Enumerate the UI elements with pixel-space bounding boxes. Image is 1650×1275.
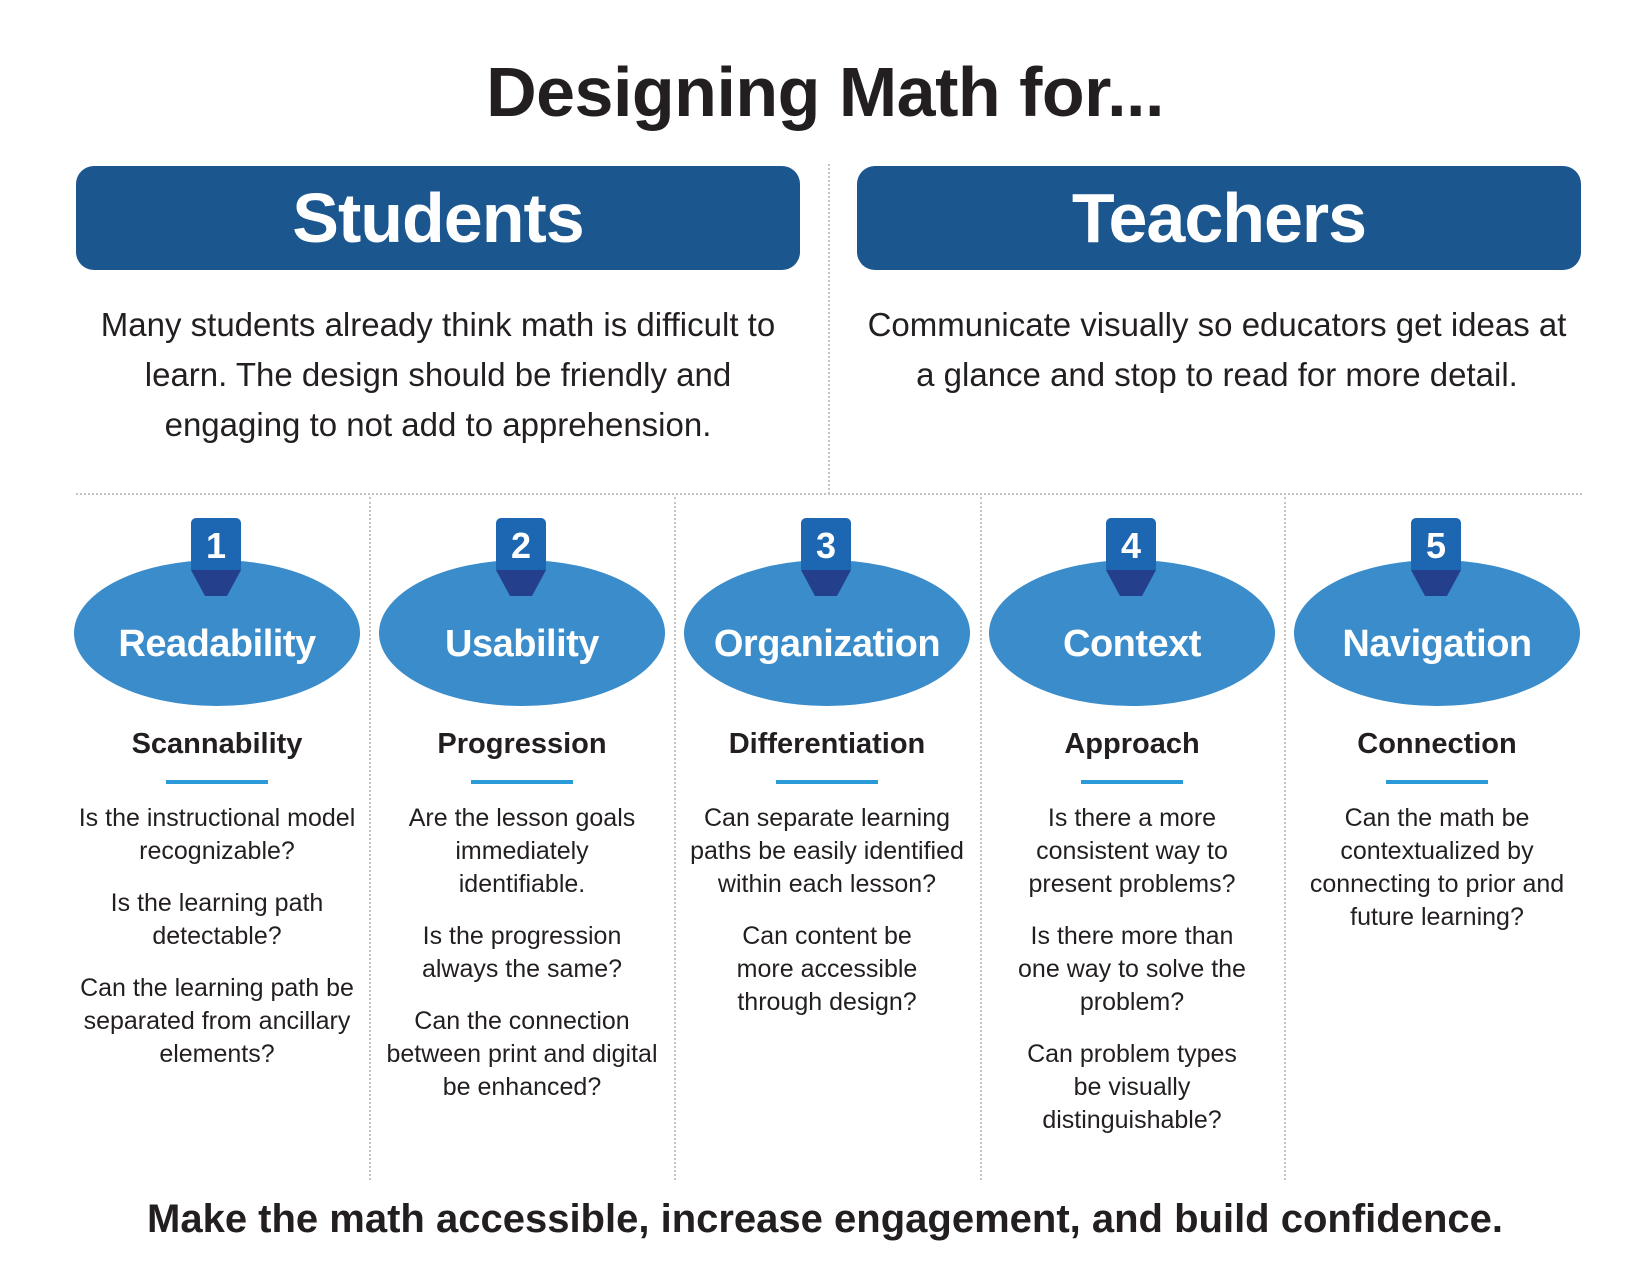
principle-subheading: Connection <box>1357 728 1517 760</box>
subheading-underline <box>1081 780 1183 784</box>
question: Are the lesson goals immediately identifiable. <box>408 804 636 898</box>
question-list <box>1292 802 1582 953</box>
principle-ellipse: Organization <box>684 560 970 706</box>
number-badge-icon: 2 <box>496 518 546 570</box>
question: Can the math be contextualized by connecting to prior and future learning? <box>1309 804 1565 931</box>
teachers-banner: Teachers <box>857 166 1581 270</box>
column-divider <box>369 497 371 1180</box>
column-divider <box>980 497 982 1180</box>
question-list <box>72 802 362 1090</box>
question: Is the learning path detectable? <box>110 889 324 950</box>
number-badge-icon: 1 <box>191 518 241 570</box>
students-banner: Students <box>76 166 800 270</box>
question-list <box>987 802 1277 1156</box>
principle-ellipse: Navigation <box>1294 560 1580 706</box>
principle-ellipse: Context <box>989 560 1275 706</box>
audience-divider <box>828 164 830 494</box>
subheading-underline <box>776 780 878 784</box>
principle-ellipse: Usability <box>379 560 665 706</box>
question: Can content be more accessible through design? <box>736 922 918 1016</box>
question: Can the connection between print and digital be enhanced? <box>386 1007 658 1101</box>
number-badge-icon: 5 <box>1411 518 1461 570</box>
column-divider <box>1284 497 1286 1180</box>
principle-ellipse: Readability <box>74 560 360 706</box>
number-badge-icon: 3 <box>801 518 851 570</box>
question-list <box>682 802 972 1038</box>
column-divider <box>674 497 676 1180</box>
principle-subheading: Differentiation <box>728 728 926 760</box>
subheading-underline <box>1386 780 1488 784</box>
principle-subheading: Scannability <box>131 728 303 760</box>
question: Is the instructional model recognizable? <box>78 804 356 865</box>
question-list <box>377 802 667 1123</box>
students-description: Many students already think math is difficult to learn. The design should be friendly and engaging to not add to apprehension. <box>100 306 776 443</box>
subheading-underline <box>166 780 268 784</box>
question: Can the learning path be separated from ancillary elements? <box>80 974 354 1068</box>
subheading-underline <box>471 780 573 784</box>
question: Is the progression always the same? <box>421 922 623 983</box>
section-divider <box>76 493 1582 495</box>
principle-subheading: Approach <box>1064 728 1200 760</box>
tagline: Make the math accessible, increase engagement, and build confidence. <box>147 1197 1503 1241</box>
question: Can problem types be visually distinguishable? <box>1027 1040 1237 1134</box>
question: Can separate learning paths be easily identified within each lesson? <box>690 804 964 898</box>
question: Is there more than one way to solve the problem? <box>1018 922 1246 1016</box>
teachers-description: Communicate visually so educators get ideas at a glance and stop to read for more detail. <box>867 306 1567 393</box>
question: Is there a more consistent way to present problems? <box>1028 804 1236 898</box>
principle-subheading: Progression <box>437 728 607 760</box>
page-title: Designing Math for... <box>486 53 1164 131</box>
number-badge-icon: 4 <box>1106 518 1156 570</box>
